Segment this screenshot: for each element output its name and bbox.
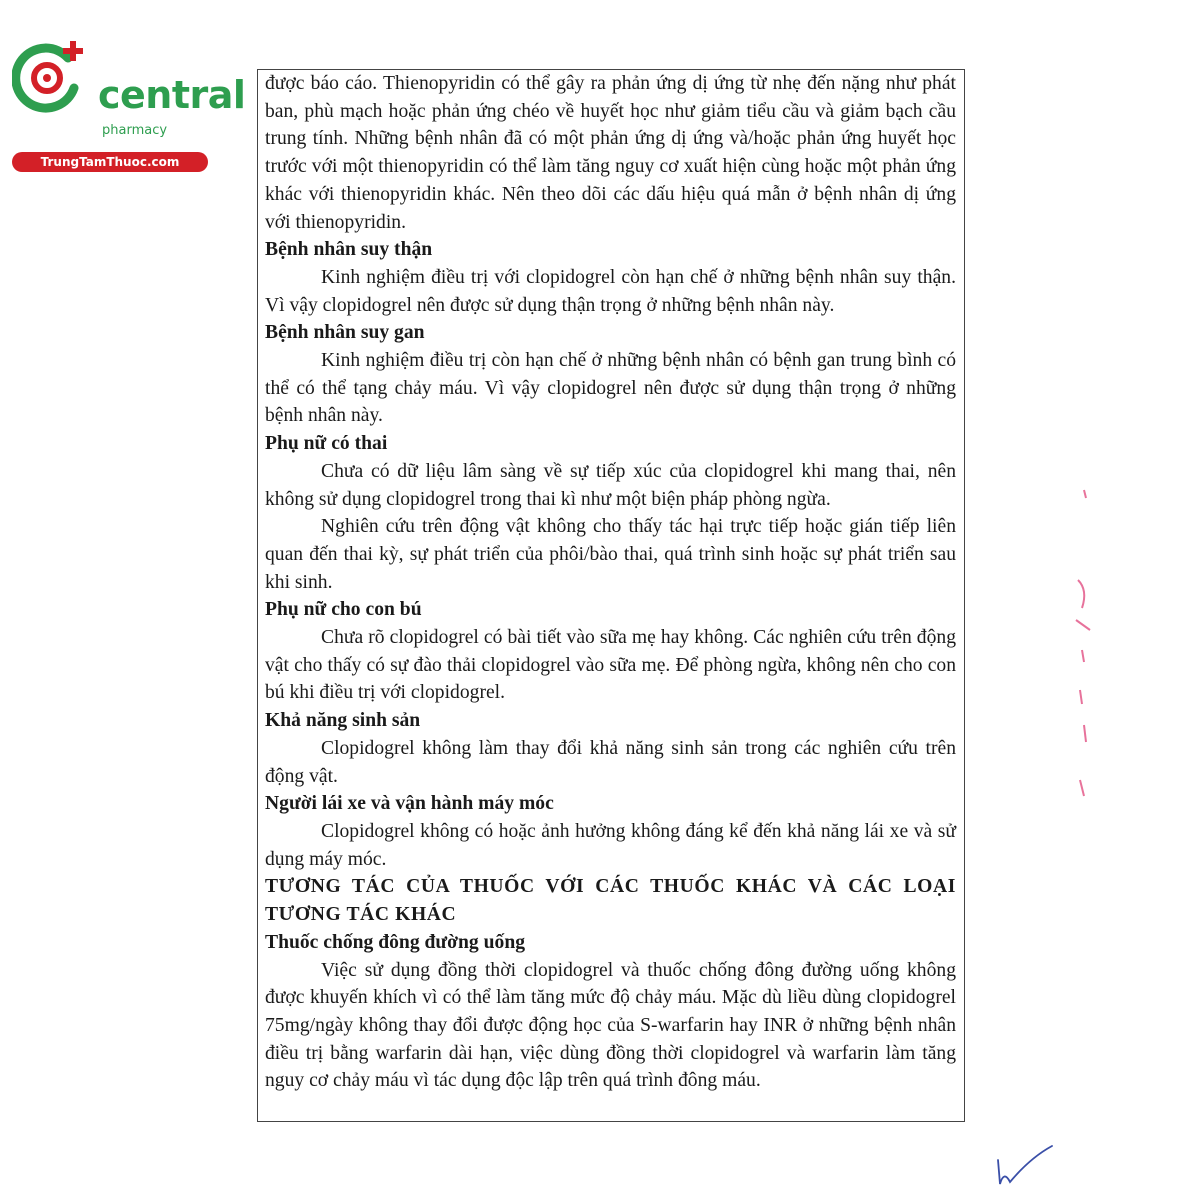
fertility-paragraph: Clopidogrel không làm thay đổi khả năng sinh sản trong các nghiên cứu trên động vật. [265,737,956,787]
intro-paragraph: được báo cáo. Thienopyridin có thể gây ra phản ứng dị ứng từ nhẹ đến nặng như phát ban, phù mạch hoặc phản ứng chéo về huyết học như giảm tiểu cầu và giảm bạch cầu trung tính. Những bệnh nhân đã có một phản ứng dị ứng và/hoặc phản ứng huyết học trước với một thienopyridin có thể làm tăng nguy cơ xuất hiện cùng hoặc một phản ứng khác với thienopyridin khác. Nên theo dõi các dấu hiệu quá mẫn ở bệnh nhân dị ứng với thienopyridin. [265,73,956,233]
pregnancy-paragraph-2: Nghiên cứu trên động vật không cho thấy tác hại trực tiếp hoặc gián tiếp liên quan đến thai kỳ, sự phát triển của phôi/bào thai, quá trình sinh hoặc sự phát triển sau khi sinh. [265,516,956,593]
interactions-heading: TƯƠNG TÁC CỦA THUỐC VỚI CÁC THUỐC KHÁC VÀ CÁC LOẠI TƯƠNG TÁC KHÁC [265,876,956,926]
anticoagulant-paragraph: Việc sử dụng đồng thời clopidogrel và thuốc chống đông đường uống không được khuyến khích vì có thể làm tăng mức độ chảy máu. Mặc dù liều dùng clopidogrel 75mg/ngày không thay đổi được động học của S-warfarin hay INR ở những bệnh nhân điều trị bằng warfarin dài hạn, việc dùng đồng thời clopidogrel và warfarin làm tăng nguy cơ chảy máu vì tác dụng độc lập trên quá trình đông máu. [265,959,956,1092]
renal-heading: Bệnh nhân suy thận [265,239,433,261]
brand-name: central [98,73,246,117]
signature-mark [990,1140,1060,1190]
lactation-paragraph: Chưa rõ clopidogrel có bài tiết vào sữa mẹ hay không. Các nghiên cứu trên động vật cho thấy có sự đào thải clopidogrel vào sữa mẹ. Để phòng ngừa, không nên cho con bú khi điều trị với clopidogrel. [265,627,956,704]
driving-paragraph: Clopidogrel không có hoặc ảnh hưởng không đáng kể đến khả năng lái xe và sử dụng máy móc. [265,820,956,870]
document-body [265,70,956,1095]
pregnancy-paragraph-1: Chưa có dữ liệu lâm sàng về sự tiếp xúc của clopidogrel khi mang thai, nên không sử dụng clopidogrel trong thai kì như một biện pháp phòng ngừa. [265,460,956,510]
fertility-heading: Khả năng sinh sản [265,710,421,732]
anticoagulant-heading: Thuốc chống đông đường uống [265,931,526,953]
renal-paragraph: Kinh nghiệm điều trị với clopidogrel còn hạn chế ở những bệnh nhân suy thận. Vì vậy clopidogrel nên được sử dụng thận trọng ở những bệnh nhân này. [265,266,956,316]
pharmacy-logo-icon [12,36,94,118]
driving-heading: Người lái xe và vận hành máy móc [265,793,554,815]
hepatic-heading: Bệnh nhân suy gan [265,322,425,344]
lactation-heading: Phụ nữ cho con bú [265,599,422,621]
brand-logo[interactable] [12,36,246,169]
pregnancy-heading: Phụ nữ có thai [265,433,388,455]
brand-subtitle: pharmacy [102,123,168,138]
hepatic-paragraph: Kinh nghiệm điều trị còn hạn chế ở những bệnh nhân có bệnh gan trung bình có thể có thể tạng chảy máu. Vì vậy clopidogrel nên được sử dụng thận trọng ở những bệnh nhân này. [265,350,956,427]
brand-url-badge[interactable]: TrungTamThuoc.com [12,152,208,172]
red-stamp-edge [1070,480,1100,810]
